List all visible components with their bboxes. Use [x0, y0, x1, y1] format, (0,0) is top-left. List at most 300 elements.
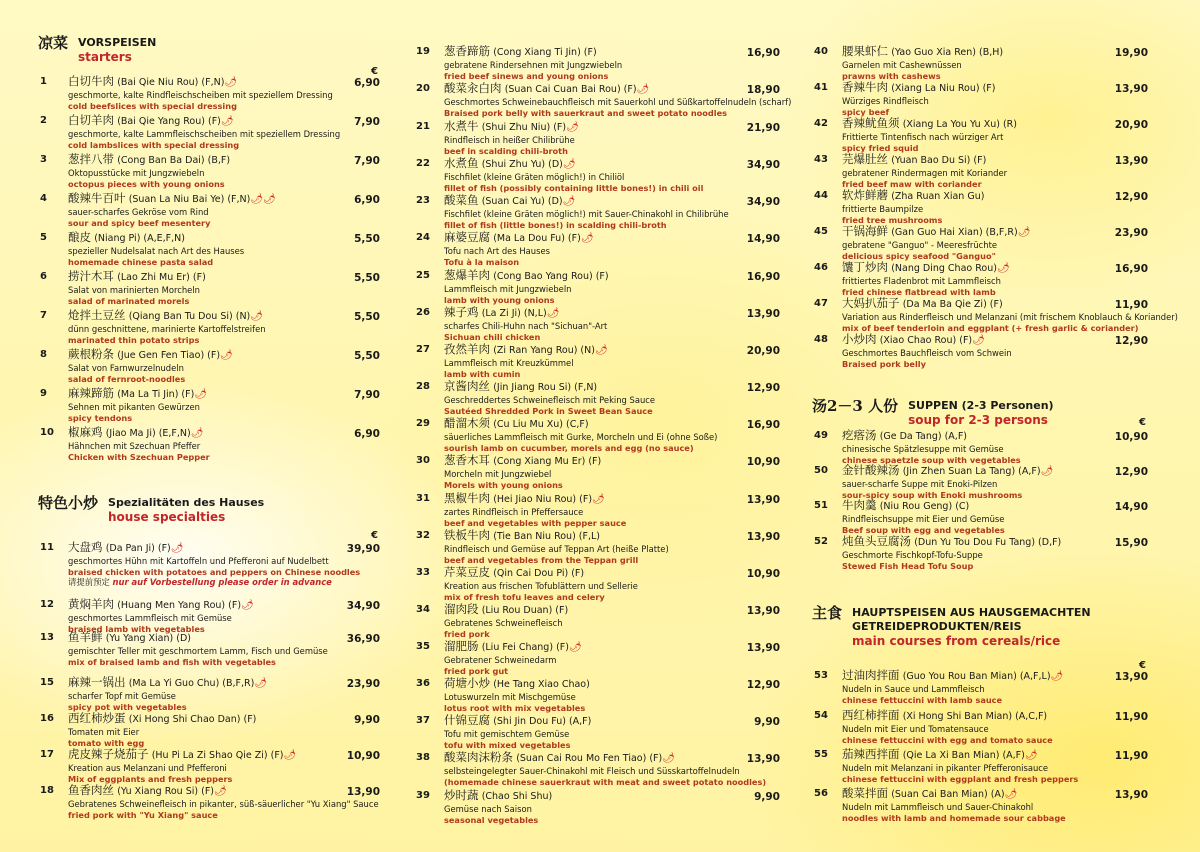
item-title-line: [68, 113, 334, 129]
item-description-de: selbsteingelegter Sauer-Chinakohl mit Fleisch und Süsskartoffelnudeln: [444, 766, 740, 776]
item-pinyin-allergens: (Dun Yu Tou Dou Fu Tang) (D,F): [914, 537, 1062, 548]
menu-item: [38, 630, 384, 666]
chili-icon: 🌶: [562, 159, 576, 170]
item-price: 16,90: [1114, 263, 1148, 275]
item-description-en: mix of beef tenderloin and eggplant (+ fresh garlic & coriander): [842, 323, 1139, 333]
item-price: 10,90: [746, 568, 780, 580]
item-pinyin-allergens: (Suan Cai Yu) (D): [481, 196, 563, 207]
item-description-en: fried chinese flatbread with lamb: [842, 287, 996, 297]
item-title-line: [842, 747, 1102, 763]
menu-item: [38, 269, 384, 305]
item-title-line: [68, 675, 334, 691]
menu-item: [414, 750, 784, 786]
section-title-en: main courses from cereals/rice: [852, 634, 1061, 648]
item-body: [842, 44, 1102, 82]
item-body: [444, 528, 734, 566]
item-description-de: Fischfilet (kleine Gräten möglich!) mit Sauer-Chinakohl in Chilibrühe: [444, 209, 729, 219]
item-name-zh: 辣子鸡: [444, 305, 479, 319]
item-pinyin-allergens: (Chao Shi Shu): [481, 791, 553, 802]
item-body: [842, 152, 1102, 190]
menu-item: [414, 713, 784, 749]
item-title-line: [68, 74, 334, 90]
item-body: [444, 119, 734, 157]
item-description-de: spezieller Nudelsalat nach Art des Hauses: [68, 246, 245, 256]
item-title-line: [68, 711, 334, 727]
item-description-de: frittiertes Fladenbrot mit Lammfleisch: [842, 276, 1001, 286]
item-title-line: [842, 116, 1102, 132]
item-description-de: geschmortes Lammfleisch mit Gemüse: [68, 613, 232, 623]
item-description-en: cold beefslices with special dressing: [68, 101, 237, 111]
item-pinyin-allergens: (Qiang Ban Tu Dou Si) (N): [128, 311, 251, 322]
item-description-en: fried beef maw with coriander: [842, 179, 982, 189]
item-price: 13,90: [346, 786, 380, 798]
item-pinyin-allergens: (Ma La Dou Fu) (F): [493, 233, 581, 244]
item-price: 20,90: [1114, 119, 1148, 131]
item-number: 37: [416, 715, 430, 726]
item-name-zh: 蕨根粉条: [68, 347, 114, 361]
chili-icon: 🌶: [580, 233, 594, 244]
item-description-en: chinese fettuccini with egg and tomato sauce: [842, 735, 1053, 745]
item-price: 13,90: [746, 605, 780, 617]
item-name-zh: 虎皮辣子烧茄子: [68, 747, 149, 761]
item-description-en: Chicken with Szechuan Pepper: [68, 452, 210, 462]
item-pinyin-allergens: (Niang Pi) (A,E,F,N): [94, 233, 185, 244]
item-number: 42: [814, 118, 828, 129]
item-name-zh: 大盘鸡: [68, 540, 103, 554]
item-pinyin-allergens: (Liu Fei Chang) (F): [481, 642, 569, 653]
item-pinyin-allergens: (Yuan Bao Du Si) (F): [891, 155, 987, 166]
item-price: 6,90: [354, 194, 380, 206]
menu-item: [812, 188, 1152, 224]
item-body: [842, 668, 1102, 706]
item-number: 16: [40, 713, 54, 724]
item-description-de: Morcheln mit Jungzwiebel: [444, 469, 552, 479]
item-number: 56: [814, 788, 828, 799]
item-pinyin-allergens: (Suan Cai Ban Mian) (A): [891, 789, 1005, 800]
item-pinyin-allergens: (Shi Jin Dou Fu) (A,F): [493, 716, 592, 727]
item-price: 10,90: [346, 750, 380, 762]
item-body: [444, 788, 734, 826]
item-title-line: [842, 44, 1102, 60]
item-description-de: Gebratenes Schweinefleisch: [444, 618, 563, 628]
item-description-de: geschmorte, kalte Rindfleischscheiben mit speziellem Dressing: [68, 90, 333, 100]
item-description-de: Tofu nach Art des Hauses: [444, 246, 550, 256]
item-body: [68, 347, 334, 385]
chili-icon: 🌶: [594, 345, 608, 356]
item-name-zh: 葱拌八带: [68, 152, 114, 166]
item-description-de: gemischter Teller mit geschmortem Lamm, Fisch und Gemüse: [68, 646, 328, 656]
menu-item: [38, 425, 384, 461]
item-title-line: [68, 347, 334, 363]
item-pinyin-allergens: (Qin Cai Dou Pi) (F): [493, 568, 585, 579]
item-name-zh: 疙瘩汤: [842, 428, 877, 442]
item-description-en: octopus pieces with young onions: [68, 179, 225, 189]
item-description-de: Sehnen mit pikanten Gewürzen: [68, 402, 200, 412]
item-description-en: chinese fettuccini with eggplant and fresh peppers: [842, 774, 1079, 784]
item-number: 43: [814, 154, 828, 165]
item-name-zh: 酸菜汆白肉: [444, 81, 502, 95]
item-number: 49: [814, 430, 828, 441]
item-name-zh: 酸菜拌面: [842, 786, 888, 800]
item-description-de: Geschmortes Schweinebauchfleisch mit Sauerkohl und Süßkartoffelnudeln (scharf): [444, 97, 792, 107]
item-price: 39,90: [346, 543, 380, 555]
item-pinyin-allergens: (Huang Men Yang Rou) (F): [117, 600, 242, 611]
item-number: 51: [814, 500, 828, 511]
item-body: [842, 747, 1102, 785]
item-price: 11,90: [1114, 299, 1148, 311]
item-price: 5,50: [354, 233, 380, 245]
item-name-zh: 香辣鱿鱼须: [842, 116, 900, 130]
item-pinyin-allergens: (Xiao Chao Rou) (F): [879, 335, 973, 346]
item-pinyin-allergens: (Zi Ran Yang Rou) (N): [493, 345, 595, 356]
item-name-zh: 京酱肉丝: [444, 379, 490, 393]
item-title-line: [444, 342, 734, 358]
item-title-line: [444, 230, 734, 246]
item-description-de: geschmortes Hühn mit Kartoffeln und Pfefferoni auf Nudelbett: [68, 556, 329, 566]
item-name-zh: 溜肥肠: [444, 639, 479, 653]
item-price: 5,50: [354, 311, 380, 323]
item-price: 23,90: [1114, 227, 1148, 239]
item-price: 18,90: [746, 84, 780, 96]
item-price: 13,90: [746, 494, 780, 506]
item-title-line: [444, 156, 734, 172]
item-price: 13,90: [1114, 789, 1148, 801]
item-name-zh: 炝拌土豆丝: [68, 308, 126, 322]
menu-item: [414, 602, 784, 638]
item-description-en: sourish lamb on cucumber, morels and egg (no sauce): [444, 443, 694, 453]
item-description-en: fried pork with "Yu Xiang" sauce: [68, 810, 218, 820]
item-description-en: Morels with young onions: [444, 480, 563, 490]
item-title-line: [842, 668, 1102, 684]
item-description-en: fried beef sinews and young onions: [444, 71, 609, 81]
item-body: [842, 708, 1102, 746]
currency-label: €: [371, 530, 378, 541]
item-pinyin-allergens: (Xiang La You Yu Xu) (R): [902, 119, 1017, 130]
item-price: 16,90: [746, 419, 780, 431]
chili-icon: 🌶: [1017, 227, 1031, 238]
item-description-en: mix of fresh tofu leaves and celery: [444, 592, 605, 602]
chili-icon: 🌶: [662, 753, 675, 764]
item-description-en: spicy pot with vegetables: [68, 702, 187, 712]
item-number: 22: [416, 158, 430, 169]
item-description-de: dünn geschnittene, marinierte Kartoffelstreifen: [68, 324, 266, 334]
item-description-en: prawns with cashews: [842, 71, 941, 81]
item-price: 5,50: [354, 272, 380, 284]
item-description-en: noodles with lamb and homemade sour cabbage: [842, 813, 1066, 823]
item-description-en: braised chicken with potatoes and peppers on Chinese noodles: [68, 567, 361, 577]
menu-item: [38, 540, 384, 576]
item-body: [68, 540, 361, 578]
menu-item: [812, 116, 1152, 152]
item-pinyin-allergens: (Bai Qie Niu Rou) (F,N): [117, 77, 225, 88]
item-pinyin-allergens: (Hei Jiao Niu Rou) (F): [493, 494, 593, 505]
chili-icon: 🌶: [283, 750, 297, 761]
item-title-line: [68, 230, 334, 246]
item-price: 23,90: [346, 678, 380, 690]
item-title-line: [444, 565, 734, 581]
item-description-de: sauer-scharfes Gekröse vom Rind: [68, 207, 209, 217]
item-description-de: Lammfleisch mit Jungzwiebeln: [444, 284, 572, 294]
item-body: [68, 74, 334, 112]
item-body: [842, 534, 1102, 572]
chili-icon: 🌶: [1004, 789, 1018, 800]
item-number: 6: [40, 271, 47, 282]
menu-item: [38, 347, 384, 383]
item-description-de: Salat von marinierten Morcheln: [68, 285, 200, 295]
item-title-line: [842, 498, 1102, 514]
item-body: [68, 675, 334, 713]
menu-item: [38, 230, 384, 266]
section-soups: [812, 397, 1152, 428]
item-price: 14,90: [746, 233, 780, 245]
menu-item: [812, 428, 1152, 464]
item-price: 6,90: [354, 77, 380, 89]
menu-item: [38, 308, 384, 344]
item-pinyin-allergens: (Gan Guo Hai Xian) (B,F,R): [891, 227, 1018, 238]
currency-label: €: [1139, 660, 1146, 671]
item-title-line: [68, 386, 334, 402]
item-title-line: [842, 224, 1102, 240]
item-pinyin-allergens: (Zha Ruan Xian Gu): [891, 191, 985, 202]
item-description-en: beef in scalding chili-broth: [444, 146, 568, 156]
menu-item: [812, 668, 1152, 704]
item-description-en: Mix of eggplants and fresh peppers: [68, 774, 233, 784]
menu-item: [38, 747, 384, 783]
item-number: 24: [416, 232, 430, 243]
item-price: 10,90: [1114, 431, 1148, 443]
item-price: 9,90: [354, 714, 380, 726]
menu-item: [414, 379, 784, 415]
item-body: [444, 305, 734, 343]
item-description-de: säuerliches Lammfleisch mit Gurke, Morcheln und Ei (ohne Soße): [444, 432, 718, 442]
item-name-zh: 荷塘小炒: [444, 676, 490, 690]
menu-item: [38, 783, 384, 819]
item-number: 30: [416, 455, 430, 466]
item-price: 12,90: [746, 679, 780, 691]
item-description-de: Geschreddertes Schweinefleisch mit Peking Sauce: [444, 395, 656, 405]
item-number: 9: [40, 388, 47, 399]
item-body: [68, 386, 334, 424]
item-number: 1: [40, 76, 47, 87]
item-title-line: [68, 630, 334, 646]
item-price: 7,90: [354, 116, 380, 128]
menu-item: [812, 708, 1152, 744]
item-title-line: [68, 747, 334, 763]
item-description-de: Lotuswurzeln mit Mischgemüse: [444, 692, 576, 702]
item-title-line: [444, 379, 734, 395]
section-title-zh: 主食: [812, 604, 843, 622]
item-body: [444, 453, 734, 491]
item-pinyin-allergens: (Suan Cai Rou Mo Fen Tiao) (F): [516, 753, 663, 764]
item-description-de: Frittierte Tintenfisch nach würziger Art: [842, 132, 1004, 142]
item-body: [444, 602, 734, 640]
item-number: 53: [814, 670, 828, 681]
item-title-line: [444, 268, 734, 284]
item-description-en: beef and vegetables from the Teppan grill: [444, 555, 639, 565]
item-price: 5,50: [354, 350, 380, 362]
item-name-zh: 葱香蹄筋: [444, 44, 490, 58]
item-number: 3: [40, 154, 47, 165]
menu-item: [38, 386, 384, 422]
item-description-de: Tofu mit gemischtem Gemüse: [444, 729, 570, 739]
item-description-en: fried tree mushrooms: [842, 215, 943, 225]
item-pinyin-allergens: (Yu Yang Xian) (D): [105, 633, 191, 644]
item-number: 50: [814, 465, 828, 476]
item-pinyin-allergens: (Da Ma Ba Qie Zi) (F): [902, 299, 1003, 310]
item-price: 34,90: [346, 600, 380, 612]
item-name-zh: 香辣牛肉: [842, 80, 888, 94]
item-description-de: sauer-scharfe Suppe mit Enoki-Pilzen: [842, 479, 998, 489]
menu-item: [414, 305, 784, 341]
menu-item: [414, 676, 784, 712]
item-name-zh: 馕丁炒肉: [842, 260, 888, 274]
chili-icon: 🌶: [592, 494, 605, 505]
chili-icon: 🌶: [1050, 671, 1064, 682]
item-description-en: Sautéed Shredded Pork in Sweet Bean Sauce: [444, 406, 653, 416]
item-title-line: [842, 534, 1102, 550]
item-price: 9,90: [754, 791, 780, 803]
item-description-en: spicy tendons: [68, 413, 133, 423]
menu-item: [812, 498, 1152, 534]
chili-icon: 🌶: [224, 77, 238, 88]
item-description-en: tofu with mixed vegetables: [444, 740, 571, 750]
item-pinyin-allergens: (Ma La Ti Jin) (F): [117, 389, 195, 400]
menu-item: [414, 119, 784, 155]
item-name-zh: 金针酸辣汤: [842, 463, 900, 477]
item-number: 20: [416, 83, 430, 94]
item-price: 11,90: [1114, 711, 1148, 723]
item-description-de: Tomaten mit Eier: [68, 727, 140, 737]
item-title-line: [68, 425, 334, 441]
item-name-zh: 黄焖羊肉: [68, 597, 114, 611]
chili-icon: 🌶: [170, 543, 184, 554]
item-title-line: [842, 428, 1102, 444]
item-title-line: [68, 597, 334, 613]
item-number: 11: [40, 542, 54, 553]
chili-icon: 🌶: [1024, 750, 1038, 761]
chili-icon: 🌶: [190, 428, 204, 439]
item-title-line: [444, 416, 734, 432]
item-name-zh: 麻辣蹄筋: [68, 386, 114, 400]
item-pinyin-allergens: (Cu Liu Mu Xu) (C,F): [493, 419, 589, 430]
item-description-de: Nudeln mit Eier und Tomatensauce: [842, 724, 989, 734]
item-number: 39: [416, 790, 430, 801]
item-number: 15: [40, 677, 54, 688]
menu-item: [414, 268, 784, 304]
item-description-de: gebratener Rindermagen mit Koriander: [842, 168, 1008, 178]
menu-item: [414, 193, 784, 229]
section-title-zh: 汤2－3 人份: [812, 397, 899, 415]
item-pinyin-allergens: (Da Pan Ji) (F): [105, 543, 171, 554]
item-number: 27: [416, 344, 430, 355]
item-description-en: Stewed Fish Head Tofu Soup: [842, 561, 974, 571]
item-description-de: Variation aus Rinderfleisch und Melanzani (mit frischem Knoblauch & Koriander): [842, 312, 1178, 322]
item-title-line: [444, 750, 734, 766]
item-title-line: [444, 305, 734, 321]
chili-icon: 🌶: [250, 311, 263, 322]
chili-icon: 🌶: [1040, 466, 1054, 477]
item-body: [842, 463, 1102, 501]
item-name-zh: 椒麻鸡: [68, 425, 103, 439]
item-body: [444, 156, 734, 194]
item-description-de: Garnelen mit Cashewnüssen: [842, 60, 962, 70]
item-description-en: sour-spicy soup with Enoki mushrooms: [842, 490, 1023, 500]
item-title-line: [68, 269, 334, 285]
item-name-zh: 捞汁木耳: [68, 269, 114, 283]
item-body: [444, 639, 734, 677]
item-name-zh: 铁板牛肉: [444, 528, 490, 542]
item-description-en: braised lamb with vegetables: [68, 624, 205, 634]
item-title-line: [444, 81, 734, 97]
item-description-en: lamb with cumin: [444, 369, 521, 379]
item-pinyin-allergens: (Niu Rou Geng) (C): [879, 501, 970, 512]
item-name-zh: 鱼羊鲜: [68, 630, 103, 644]
item-title-line: [842, 296, 1102, 312]
item-name-zh: 葱香木耳: [444, 453, 490, 467]
menu-item: [812, 534, 1152, 570]
item-pinyin-allergens: (Suan Cai Cuan Bai Rou) (F): [504, 84, 637, 95]
item-name-zh: 孜然羊肉: [444, 342, 490, 356]
item-body: [842, 116, 1102, 154]
menu-item: [414, 416, 784, 452]
chili-icon: 🌶: [562, 196, 576, 207]
item-description-de: Oktopusstücke mit Jungzwiebeln: [68, 168, 205, 178]
item-description-en: cold lambslices with special dressing: [68, 140, 240, 150]
item-body: [444, 676, 734, 714]
item-description-de: Kreation aus Melanzani und Pfefferoni: [68, 763, 227, 773]
item-description-en: fillet of fish (little bones!) in scalding chili-broth: [444, 220, 667, 230]
item-description-en: lotus root with mix vegetables: [444, 703, 586, 713]
item-title-line: [444, 119, 734, 135]
menu-item: [38, 597, 384, 633]
item-name-zh: 酿皮: [68, 230, 91, 244]
item-price: 13,90: [746, 753, 780, 765]
item-description-de: frittierte Baumpilze: [842, 204, 924, 214]
item-title-line: [68, 152, 334, 168]
item-name-zh: 小炒肉: [842, 332, 877, 346]
item-number: 26: [416, 307, 430, 318]
item-body: [68, 308, 334, 346]
item-description-de: gebratene "Ganguo" - Meeresfrüchte: [842, 240, 998, 250]
item-pinyin-allergens: (Ge Da Tang) (A,F): [879, 431, 968, 442]
item-price: 13,90: [1114, 671, 1148, 683]
item-price: 11,90: [1114, 750, 1148, 762]
item-number: 28: [416, 381, 430, 392]
item-pinyin-allergens: (Suan La Niu Bai Ye) (F,N): [128, 194, 251, 205]
item-name-zh: 鱼香肉丝: [68, 783, 114, 797]
item-pinyin-allergens: (Liu Rou Duan) (F): [481, 605, 569, 616]
item-pinyin-allergens: (Qie La Xi Ban Mian) (A,F): [902, 750, 1025, 761]
item-body: [842, 260, 1102, 298]
section-title-de: VORSPEISEN: [78, 36, 157, 49]
menu-item: [414, 639, 784, 675]
item-body: [842, 188, 1102, 226]
item-title-line: [444, 639, 734, 655]
item-description-en: fillet of fish (possibly containing little bones!) in chili oil: [444, 183, 704, 193]
item-description-de: scharfer Topf mit Gemüse: [68, 691, 176, 701]
section-title-de: SUPPEN (2-3 Personen): [908, 399, 1054, 412]
item-price: 34,90: [746, 159, 780, 171]
item-name-zh: 茄辣西拌面: [842, 747, 900, 761]
chili-icon: 🌶: [220, 116, 234, 127]
order-note: [68, 577, 332, 588]
item-body: [444, 44, 734, 82]
item-number: 12: [40, 599, 54, 610]
item-body: [68, 230, 334, 268]
item-number: 45: [814, 226, 828, 237]
item-description-en: Braised pork belly: [842, 359, 926, 369]
item-description-en: Tofu à la maison: [444, 257, 520, 267]
